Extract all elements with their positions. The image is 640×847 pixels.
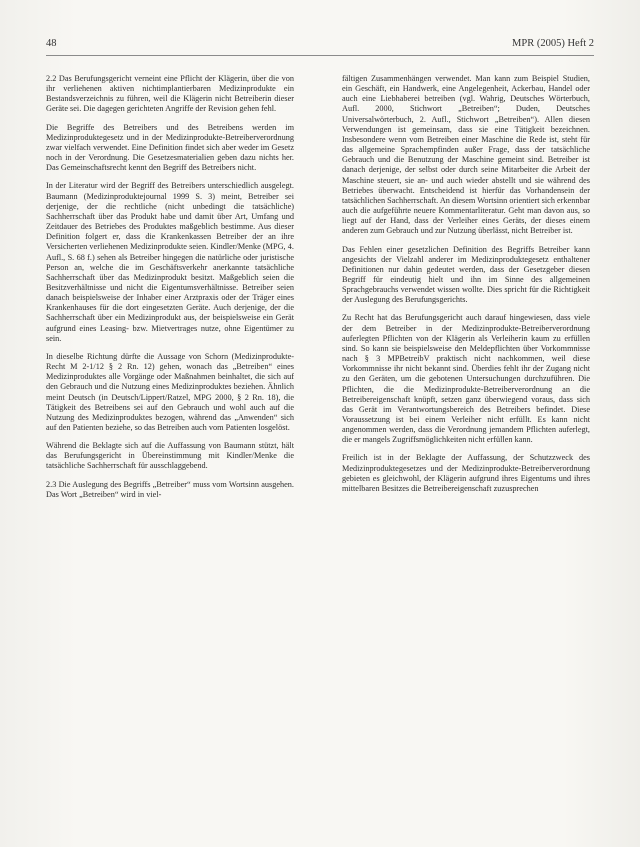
paragraph: In der Literatur wird der Begriff des Betreibers unterschiedlich ausgelegt. Baumann (Medizinproduktejournal 1999 S. 3) meint, Betreiber sei derjenige, der die rechtliche (nicht unbedingt die tatsächliche) Sachherrschaft über das Produkt habe und damit über Art, Umfang und Zeitdauer des Betriebes des Produktes maßgeblich bestimme. Aus dieser Definition folgert er, dass die Krankenkassen Betreiber der an ihre Versicherten verliehenen Medizinprodukte seien. Kindler/Menke (MPG, 4. Aufl., S. 68 f.) sehen als Betreiber hingegen die natürliche oder juristische Person an, welche die im Geschäftsverkehr anerkannte tatsächliche Sachherrschaft über das Medizinprodukt besitzt. Maßgeblich seien die Besitzverhältnisse und nicht die Eigentumsverhältnisse. Betreiber seien danach beispielsweise der Inhaber einer Arztpraxis oder der Träger eines Krankenhauses für die dort eingesetzten Geräte. Auch derjenige, der die Sachherrschaft über ein Medizinprodukt aus, der beispielsweise ein Gerät aufgrund eines Leasing- bzw. Mietvertrages nutze, ohne Eigentümer zu sein. (46, 181, 294, 343)
page-header (46, 38, 594, 54)
left-column (46, 74, 294, 508)
paragraph: In dieselbe Richtung dürfte die Aussage von Schorn (Medizinprodukte-Recht M 2-1/12 § 2 Rn. 12) gehen, wonach das „Betreiben“ eines Medizinproduktes alle Vorgänge oder Maßnahmen beinhaltet, die sich auf den Gebrauch und die Nutzung eines Medizinproduktes beziehen. Ähnlich meint Deutsch (in Deutsch/Lippert/Ratzel, MPG 2000, § 2 Rn. 18), die Tätigkeit des Betreibens sei auf den Gebrauch und wohl auch auf die Nutzung des Medizinproduktes bezogen, während das „Anwenden“ sich auf den Patienten beziehe, so das Betreiben auch vom Patienten losgelöst. (46, 351, 294, 432)
right-column (342, 74, 590, 502)
paragraph: fältigen Zusammenhängen verwendet. Man kann zum Beispiel Studien, ein Geschäft, ein Handwerk, eine Angelegenheit, Ackerbau, Handel oder auch eine Liebhaberei betreiben (vgl. Wahrig, Deutsches Wörterbuch, Aufl. 2000, Stichwort „Betreiben“; Duden, Deutsches Universalwörterbuch, 2. Aufl., Stichwort „Betreiben“). Allen diesen Verwendungen ist gemeinsam, dass sie eine Tätigkeit bezeichnen. Insbesondere wenn vom Betreiben einer Maschine die Rede ist, steht für das allgemeine Sprachempfinden außer Frage, dass der tatsächliche Gebrauch und die Benutzung der Maschine gemeint sind. Betreiber ist danach derjenige, der selbst oder durch seine Mitarbeiter die Arbeit der Maschine steuert, sie an- und auch wieder abstellt und sie während des Betriebes überwacht. Entscheidend ist hierfür das Vorhandensein der tatsächlichen Sachherrschaft. An diesem Wortsinn orientiert sich erkennbar auch die aufgeführte neuere Kommentarliteratur. Geht man davon aus, so liegt auf der Hand, dass der Verleiher eines Geräts, der dieses einem anderen zum Gebrauch und zur Nutzung überlässt, nicht Betreiber ist. (342, 74, 590, 236)
paragraph: Freilich ist in der Beklagte der Auffassung, der Schutzzweck des Medizinproduktegesetzes und der Medizinprodukte-Betreiberverordnung gebieten es gleichwohl, der Klägerin aufgrund ihres Eigentums und ihres mittelbaren Besitzes die Betreibereigenschaft zuzusprechen (342, 453, 590, 493)
paragraph: 2.3 Die Auslegung des Begriffs „Betreiber“ muss vom Wortsinn ausgehen. Das Wort „Betreiben“ wird in viel- (46, 479, 294, 499)
journal-reference: MPR (2005) Heft 2 (512, 38, 594, 49)
paragraph: Zu Recht hat das Berufungsgericht auch darauf hingewiesen, dass viele der dem Betreiber in der Medizinprodukte-Betreiberverordnung auferlegten Pflichten von der Klägerin als Verleiherin kaum zu erfüllen sind. So kann sie beispielsweise den Meldepflichten über Vorkommnisse nach § 3 MPBetreibV praktisch nicht nachkommen, weil diese Vorkommnisse ihr nicht bekannt sind. Überdies fehlt ihr der Zugang nicht zu den Geräten, um die gebotenen Untersuchungen durchzuführen. Die Pflichten, die die Medizinprodukte-Betreiberverordnung an die Betreibereigenschaft knüpft, setzen ganz überwiegend voraus, dass sich das Gerät im Verantwortungsbereich des Betreibers befindet. Diese Voraussetzung ist bei einem Verleiher nicht erfüllt. Es kann nicht angenommen werden, dass die Verordnung jemandem Pflichten auferlegt, die er mangels Zugriffsmöglichkeiten nicht erfüllen kann. (342, 313, 590, 445)
header-rule (46, 55, 594, 56)
page-number: 48 (46, 38, 57, 49)
paragraph: Während die Beklagte sich auf die Auffassung von Baumann stützt, hält das Berufungsgericht in Übereinstimmung mit Kindler/Menke die tatsächliche Sachherrschaft für ausschlaggebend. (46, 441, 294, 471)
paragraph: 2.2 Das Berufungsgericht verneint eine Pflicht der Klägerin, über die von ihr verliehenen aktiven nichtimplantierbaren Medizinprodukte ein Bestandsverzeichnis zu führen, weil die Klägerin nicht Betreiberin dieser Geräte sei. Die dagegen gerichteten Angriffe der Revision gehen fehl. (46, 74, 294, 114)
paragraph: Die Begriffe des Betreibers und des Betreibens werden im Medizinproduktegesetz und in der Medizinprodukte-Betreiberverordnung zwar vielfach verwendet. Eine Definition findet sich aber weder im Gesetz noch in der Verordnung. Die Gesetzesmaterialien geben dazu nichts her. Das Gemeinschaftsrecht kennt den Begriff des Betreibers nicht. (46, 122, 294, 173)
paragraph: Das Fehlen einer gesetzlichen Definition des Begriffs Betreiber kann angesichts der Vielzahl anderer im Medizinproduktegesetz enthaltener Definitionen nur dahin gedeutet werden, dass der Gesetzgeber diesen Begriff für eindeutig hielt und ihn im Sinne des allgemeinen Sprachgebrauchs verwendet wissen wollte. Dies spricht für die Richtigkeit der Auslegung des Berufungsgerichts. (342, 244, 590, 305)
